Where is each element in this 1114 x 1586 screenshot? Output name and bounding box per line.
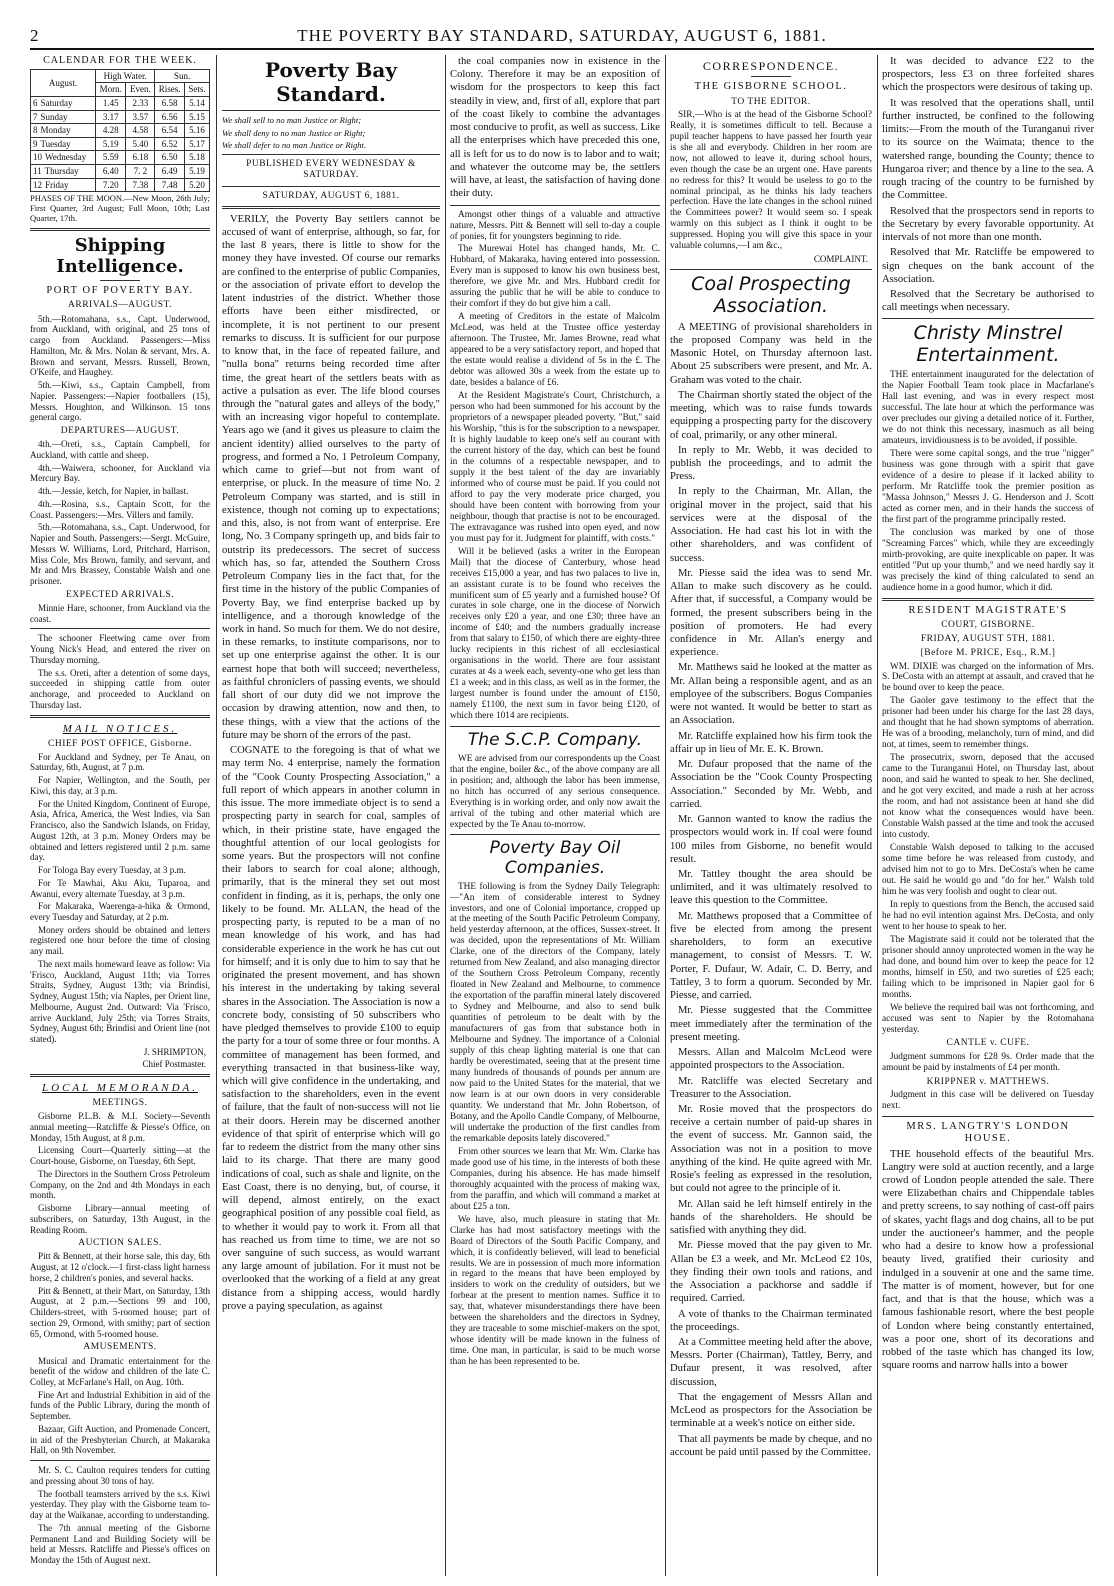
calendar-day xyxy=(31,178,96,192)
calendar-day xyxy=(31,137,96,151)
letter-signature: COMPLAINT. xyxy=(813,254,868,265)
calendar-morn: 5.59 xyxy=(96,151,126,165)
local-paragraph: Mr. S. C. Caulton requires tenders for cutting and pressing about 30 tons of hay. xyxy=(30,1465,210,1486)
calendar-day-number: 11 xyxy=(33,166,42,177)
post-office: CHIEF POST OFFICE, Gisborne. xyxy=(48,738,192,749)
divider xyxy=(100,280,140,281)
calendar-day xyxy=(31,97,96,111)
arrivals-list xyxy=(30,314,210,423)
arrival-item: 5th.—Rotomahana, s.s., Capt. Underwood, from Auckland, with original, and 25 tons of cargo from Auckland. Passengers:—Miss Hamilton, Mr. & Mrs. Nolan & servant, Mrs. A. Brown and servant, Messrs. Russell, Brown, O'Keife, and Haughey. xyxy=(30,313,210,378)
calendar-morn: 4.28 xyxy=(96,124,126,138)
resolution-paragraph: It was decided to advance £22 to the prospectors, less £3 on three forfeited shares which the prospectors were desirous of taking up. xyxy=(882,56,1094,94)
coal-paragraph: A vote of thanks to the Chairman terminated the proceedings. xyxy=(670,1308,872,1333)
christy-paragraph: There were some capital songs, and the true "nigger" business was gone through with a spirit that gave evidence of a desire to please if it lacked ability to perform. Mr Ratcliffe took the premier position as "Massa Johnson," Messrs J. G. Henderson and J. Scott acted as corner men, and in their hands the success of the first part of the programme principally rested. xyxy=(882,448,1094,525)
shipping-note: The schooner Fleetwing came over from Young Nick's Head, and entered the river on Thursday morning. xyxy=(30,633,210,665)
local-paragraph: The football teamsters arrived by the s.s. Kiwi yesterday. They play with the Gisborne team to-day at the Waikanae, according to understanding. xyxy=(30,1488,210,1521)
calendar-day-name: Friday xyxy=(45,179,69,190)
coal-paragraph: Mr. Tattley thought the area should be unlimited, and it was ultimately resolved to leave this question to the Committee. xyxy=(670,869,872,907)
calendar-rises: 7.48 xyxy=(155,178,185,192)
local-paragraph: The 7th annual meeting of the Gisborne Permanent Land and Building Society will be held at Messrs. Ratcliffe and Piesse's offices on Monday the 15th of August next. xyxy=(30,1522,210,1566)
motto-line: We shall sell to no man Justice or Right; xyxy=(222,115,362,126)
mail-notice: For Makaraka, Waerenga-a-hika & Ormond, every Tuesday and Saturday, at 2 p.m. xyxy=(30,901,210,922)
calendar-col-even: Even. xyxy=(126,83,155,97)
divider xyxy=(30,1074,210,1077)
calendar-row xyxy=(31,110,210,124)
scp-text: WE are advised from our correspondents up the Coast that the engine, boiler &c., of the above company are all in position; and, although the labor has been immense, no hitch has occurred of any serious consequence. Everything is in working order, and only now await the arrival of the tubing and other material which are expected by the Te Anau to-morrow. xyxy=(450,753,660,830)
coal-paragraph: In reply to Mr. Webb, it was decided to publish the proceedings, and to admit the Press. xyxy=(670,444,872,483)
editorial-paragraph: COGNATE to the foregoing is that of what we may term No. 4 enterprise, namely the formation of the "Cook County Prospecting Association," a full report of which appears in another column in this issue. The more immediate object is to send a prospecting party in search for coal, samples of which, in their pristine state, have engaged the thoughtful attention of our local geologists for some years. But the prospectors will not confine their labors to search for coal alone; although, primarily, that is the mineral they set out most confident in finding, as it is, perhaps, the only one likely to be found. Mr. ALLAN, the head of the prospecting party, is reputed to be a man of no mean knowledge of his work, and has had considerable experience in the work he has cut out for himself; and it is only due to him to say that he originated the present movement, and has shown his interest in the undertaking by taking several shares in the Association. The Association is now a concrete body, consisting of 50 subscribers who have pledged themselves to provide £100 to equip the party for a tour of some three or four months. A committee of management has been formed, and everything transacted in that business-like way, which will give confidence in the undertaking, and satisfaction to the shareholders, even in the event of failure, that the fault of non-success will not lie at their doors. Herein may be discerned another evidence of that spirit of enterprise which will go far to redeem the district from the many other sins laid to its charge. That there are many good indications of coal, such as shale and lignite, on the East Coast, there is no denying, but, of course, it will depend, almost entirely, on the exact geographical position of any possible coal field, as to whether it would pay to work it. From all that has reached us from time to time, we are not so over sanguine of such success, as would warrant any large amount of jubilation. For it must not be overlooked that the working of a field at any great distance from a shipping access, would hardly prove a paying speculation, as against xyxy=(222,745,440,1312)
christy-title: Christy Minstrel Entertainment. xyxy=(913,322,1063,367)
christy-paragraph: The conclusion was marked by one of those "Screaming Farces" which, while they are exceedingly mirth-provoking, are quite inexplicable on paper. It was entitled "Put up your thumb," and we need hardly say it was precisely the kind of thing calculated to send an audience home in a good humor, which it did. xyxy=(882,527,1094,593)
coal-paragraph: Mr. Allan said he left himself entirely in the hands of the shareholders. He should be satisfied with anything they did. xyxy=(670,1198,872,1237)
calendar-rises: 6.58 xyxy=(155,97,185,111)
column-2 xyxy=(222,55,440,1576)
calendar-morn: 6.40 xyxy=(96,165,126,179)
langtry-title: MRS. LANGTRY'S LONDON HOUSE. xyxy=(906,1120,1070,1145)
editorial-title: Poverty Bay Standard. xyxy=(264,58,398,106)
calendar-sets: 5.14 xyxy=(185,97,210,111)
calendar-rises: 6.54 xyxy=(155,124,185,138)
cantle-text: Judgment summons for £28 9s. Order made that the amount be paid by instalments of £4 per month. xyxy=(882,1051,1094,1073)
krippner-text: Judgment in this case will be delivered on Tuesday next. xyxy=(882,1089,1094,1111)
moon-phases: PHASES OF THE MOON.—New Moon, 26th July; First Quarter, 3rd August; Full Moon, 10th; Last Quarter, 17th. xyxy=(30,193,210,223)
mail-notice: For Tologa Bay every Tuesday, at 3 p.m. xyxy=(38,865,186,876)
amusement-item: Musical and Dramatic entertainment for the benefit of the widow and children of the late C. Colley, at McFarlane's Hall, on Aug. 10th. xyxy=(30,1355,210,1388)
column-1 xyxy=(30,55,210,1576)
calendar-day xyxy=(31,165,96,179)
calendar-even: 4.58 xyxy=(126,124,155,138)
coal-paragraph: In reply to the Chairman, Mr. Allan, the original mover in the project, said that his services were at the disposal of the Association. He had cast his lot in with the other shareholders, and was confident of success. xyxy=(670,486,872,564)
calendar-morn: 5.19 xyxy=(96,137,126,151)
calendar-day-name: Thursday xyxy=(44,166,79,177)
masthead: THE POVERTY BAY STANDARD, SATURDAY, AUGUST 6, 1881. xyxy=(297,26,827,45)
editorial-paragraph: the coal companies now in existence in the Colony. Therefore it may be an exposition of wisdom for the prospectors to keep this fact steadily in view, and, first of all, explore that part of the coast likely to combine the advantages most conducive to profit, as well as success. Like all the enterprises which have preceded this one, all is left for us to do now is to labor and to wait; and whatever the outcome may be, the settlers will have, at least, the satisfaction of having done their duty. xyxy=(450,56,660,200)
resolution-paragraph: Resolved that the prospectors send in reports to the Secretary by every favorable opportunity. At intervals of not more than one month. xyxy=(882,205,1094,244)
coal-paragraph: Mr. Piesse suggested that the Committee meet immediately after the termination of the present meeting. xyxy=(670,1005,872,1043)
calendar-sets: 5.16 xyxy=(185,124,210,138)
local-paragraphs xyxy=(30,1465,210,1566)
calendar-day-number: 6 xyxy=(33,98,38,109)
divider xyxy=(222,110,440,111)
coal-paragraph: Mr. Ratcliffe explained how his firm took the affair up in lieu of Mr. E. K. Brown. xyxy=(670,730,872,755)
calendar-title: CALENDAR FOR THE WEEK. xyxy=(43,55,197,66)
motto-line: We shall deny to no man Justice or Right; xyxy=(222,127,366,138)
expected-heading: EXPECTED ARRIVALS. xyxy=(65,589,175,600)
arrivals-heading: ARRIVALS—AUGUST. xyxy=(68,300,172,311)
rm-text xyxy=(882,662,1094,1036)
calendar-even: 7.38 xyxy=(126,178,155,192)
calendar-table xyxy=(30,69,210,192)
editorial-text xyxy=(222,213,440,1313)
departure-item: 5th.—Rotomahana, s.s., Capt. Underwood, for Napier and South. Passengers:—Sergt. McGuire, Messrs W. Williams, Lord, Pritchard, Harrison, Miss Cole, Mrs Brown, family, and servant, and Mr and Mrs Brassey, Constable Walsh and one prisoner. xyxy=(30,522,210,586)
calendar-even: 2.33 xyxy=(126,97,155,111)
calendar-sets: 5.20 xyxy=(185,178,210,192)
calendar-sets: 5.17 xyxy=(185,137,210,151)
rm-before: [Before M. PRICE, Esq., R.M.] xyxy=(920,648,1056,659)
meeting-item: Gisborne P.L.B. & M.I. Society—Seventh annual meeting—Ratcliffe & Piesse's Office, on Monday, 15th August, at 8 p.m. xyxy=(30,1111,210,1143)
departures-list xyxy=(30,439,210,587)
calendar-day-number: 9 xyxy=(33,138,38,149)
coal-paragraph: Mr. Rosie moved that the prospectors do receive a certain number of paid-up shares in the event of success. Mr. Gannon said, the Association was not in a position to move anything of the kind. He quite agreed with Mr. Rosie's feeling as expressed in the resolution, but could not agree to the principle of it. xyxy=(670,1103,872,1195)
calendar-body xyxy=(31,97,210,192)
mail-notice: For Napier, Wellington, and the South, per Kiwi, this day, at 3 p.m. xyxy=(30,775,210,796)
column-5 xyxy=(882,55,1094,1576)
calendar-even: 3.57 xyxy=(126,110,155,124)
auction-item: Pitt & Bennett, at their Mart, on Saturday, 13th August, at 2 p.m.—Sections 99 and 100, Childers-street, with 5-roomed house; part of section 29, Ormond, with smithy; part of section 65, Ormond, with 5-roomed house. xyxy=(30,1285,210,1339)
departures-heading: DEPARTURES—AUGUST. xyxy=(60,425,180,436)
page-number: 2 xyxy=(30,26,39,45)
calendar-row xyxy=(31,97,210,111)
news-item: The Murewai Hotel has changed hands, Mr. C. Hubbard, of Makaraka, having entered into possession. Every man is supposed to know his own business best, therefore, we give Mr. and Mrs. Hubbard credit for assuring the public that he will be able to conduce to their comfort if they do but give him a call. xyxy=(450,244,660,310)
divider xyxy=(30,628,210,629)
oil-paragraph: We have, also, much pleasure in stating that Mr. Clarke has had most satisfactory meetings with the Board of Directors of the South Pacific Company, and which, it is confidently believed, will lead to beneficial results. We are in possession of much more information in regard to the means that have been employed by insiders to work on the credulity of outsiders, but we forbear at the present to mention names. Suffice it to say, that, whatever misunderstandings there have been between the shareholders and the directors in Sydney, they are traceable to some mischief-makers on the spot, whose identity will be made known in the fulness of time. One man, in particular, is said to be much worse than he has been represented to be. xyxy=(450,1214,660,1368)
calendar-col-high-water: High Water. xyxy=(96,69,155,83)
departure-item: 4th.—Oreti, s.s., Captain Campbell, for Auckland, with cattle and sheep. xyxy=(30,439,210,460)
rm-paragraph: The prosecutrix, sworn, deposed that the accused came to the Turanganui Hotel, on Thursday last, about noon, and said he wanted to speak to her. She declined, and he got very excited, and made a rush at her across the room, and had not assistance been at hand she did not know what the consequences would have been. Constable Walsh passed at the time and took the accused into custody. xyxy=(882,753,1094,841)
column-divider xyxy=(445,55,446,1576)
news-item: A meeting of Creditors in the estate of Malcolm McLeod, was held at the Trustee office yesterday afternoon. The Trustee, Mr. James Browne, read what appeared to be a very satisfactory report, and hoped that the estate would realise a dividend of 5s in the £. The debtor was allowed 30s a week from the estate up to date, besides a balance of £6. xyxy=(450,312,660,389)
coal-title: Coal Prospecting Association. xyxy=(691,272,851,317)
meeting-item: The Directors in the Southern Cross Petroleum Company, on the 2nd and 4th Mondays in each month. xyxy=(30,1168,210,1201)
coal-paragraph: Mr. Gannon wanted to know the radius the prospectors would work in. If coal were found 100 miles from Gisborne, no benefit would result. xyxy=(670,814,872,865)
column-divider xyxy=(877,55,878,1576)
editorial-continued xyxy=(450,55,660,201)
coal-meeting-report xyxy=(670,321,872,1459)
coal-paragraph: At a Committee meeting held after the above, Messrs. Porter (Chairman), Tattley, Berry, and Dufaur present, it was resolved, after discussion, xyxy=(670,1336,872,1388)
calendar-even: 7. 2 xyxy=(126,165,155,179)
calendar-col-sun: Sun. xyxy=(155,69,210,83)
rm-paragraph: The Gaoler gave testimony to the effect that the prisoner had been under his charge for the last 28 days, and thought that he had shown symptoms of aberration. He was of a brooding, melancholy, turn of mind, and did not, at times, seem to remember things. xyxy=(882,696,1094,751)
amusements-list xyxy=(30,1356,210,1457)
rm-paragraph: In reply to questions from the Bench, the accused said he had no evil intention against Mrs. DeCosta, and only went to her house to speak to her. xyxy=(882,899,1094,932)
local-title: LOCAL MEMORANDA. xyxy=(42,1082,198,1095)
calendar-day-name: Sunday xyxy=(40,111,68,122)
calendar-rises: 6.49 xyxy=(155,165,185,179)
rm-title: RESIDENT MAGISTRATE'S xyxy=(908,604,1068,616)
news-item: Will it be believed (asks a writer in the European Mail) that the diocese of Canterbury, whose head receives £15,000 a year, and has two palaces to live in, an assistant curate is to be found who receives the munificent sum of £5 yearly and a furnished house? Of curates in sole charge, one in the diocese of Norwich receives only £20 a year, and one £30; three have an income of £40; and the numbers gradually increase from that salary to £150, of which there are eighty-three lucky recipients in this richest of all ecclesiastical organisations in the world. There are four assistant curates at 4s a week each, seventy-one who get less than £1 a week; and in this class, as well as in the former, the largest number is found under the amount of £150, namely £1100, the next sum in favor being £120, of which there 1014 are recipients. xyxy=(450,546,660,722)
divider xyxy=(882,598,1094,601)
calendar-row xyxy=(31,124,210,138)
coal-paragraph: Mr. Matthews said he looked at the matter as Mr. Allan being a responsible agent, and as an employee of the subscribers. Bogus Companies were not wanted. It would be better to start as an Association. xyxy=(670,662,872,727)
port-title: PORT OF POVERTY BAY. xyxy=(46,285,194,297)
divider xyxy=(30,228,210,231)
calendar-row xyxy=(31,137,210,151)
resolution-paragraph: Resolved that the Secretary be authorised to call meetings when necessary. xyxy=(882,288,1094,314)
coal-paragraph: Mr. Piesse moved that the pay given to Mr. Allan be £3 a week, and Mr. McLeod £2 10s, they finding their own tools and rations, and the Association a packhorse and saddle if required. Carried. xyxy=(670,1240,872,1305)
divider xyxy=(222,206,440,209)
coal-paragraph: Mr. Ratcliffe was elected Secretary and Treasurer to the Association. xyxy=(670,1075,872,1100)
divider xyxy=(450,834,660,835)
christy-text xyxy=(882,370,1094,593)
oil-text xyxy=(450,882,660,1369)
calendar-col-rises: Rises. xyxy=(155,83,185,97)
arrival-item: 5th.—Kiwi, s.s., Captain Campbell, from Napier. Passengers:—Napier footballers (15), Messrs. Houghton, and Wilkinson. 15 tons general cargo. xyxy=(30,380,210,423)
published-line: PUBLISHED EVERY WEDNESDAY & SATURDAY. xyxy=(246,159,416,181)
coal-paragraph: Mr. Matthews proposed that a Committee of five be elected from among the present shareholders, to form an executive management, to consist of Messrs. T. W. Porter, F. Dufaur, W. Adair, C. D. Berry, and Tattley, 3 to form a quorum. Seconded by Mr. Piesse, and carried. xyxy=(670,910,872,1002)
calendar-rises: 6.56 xyxy=(155,110,185,124)
scp-title: The S.C.P. Company. xyxy=(467,730,643,751)
to-editor: TO THE EDITOR. xyxy=(731,96,811,107)
coal-paragraph: The Chairman shortly stated the object of the meeting, which was to raise funds towards equipping a prospecting party for the discovery of coal, primarily, or any other mineral. xyxy=(670,389,872,441)
motto-line: We shall defer to no man Justice or Right. xyxy=(222,139,367,150)
calendar-even: 6.18 xyxy=(126,151,155,165)
divider xyxy=(30,715,210,718)
rm-paragraph: The Magistrate said it could not be tolerated that the prisoner should annoy unprotected women in the way he had done, and bound him over to keep the peace for 12 months, himself in £50, and two sureties of £25 each; failing which to be imprisoned in Napier gaol for 6 months. xyxy=(882,934,1094,1000)
amusements-heading: AMUSEMENTS. xyxy=(83,1342,157,1353)
auctions-list xyxy=(30,1251,210,1339)
calendar-day-name: Wednesday xyxy=(45,152,87,163)
meeting-item: Gisborne Library—annual meeting of subscribers, on Saturday, 13th August, in the Reading Room. xyxy=(30,1203,210,1235)
calendar-day-number: 8 xyxy=(33,125,38,136)
shipping-notes xyxy=(30,633,210,710)
calendar-even: 5.40 xyxy=(126,137,155,151)
mail-title: MAIL NOTICES. xyxy=(62,722,178,735)
header-rule xyxy=(30,48,1094,50)
calendar-col-sets: Sets. xyxy=(185,83,210,97)
calendar-day xyxy=(31,151,96,165)
column-divider xyxy=(216,55,217,1576)
news-items xyxy=(450,210,660,723)
resolution-paragraph: It was resolved that the operations shall, until further instructed, be confined to the following limits:—From the mouth of the Turanganui river to its source on the Waimata; thence to the watershed range, bounding the County; thence to Hungaroa river; and thence by a line to the sea. A rough tracing of the country to be furnished by the Committee. xyxy=(882,97,1094,202)
calendar-day-number: 10 xyxy=(33,152,42,163)
column-3 xyxy=(450,55,660,1576)
mail-notice: Money orders should be obtained and letters registered one hour before the time of closing any mail. xyxy=(30,924,210,957)
calendar-rises: 6.50 xyxy=(155,151,185,165)
rm-paragraph: Constable Walsh deposed to talking to the accused some time before he was released from custody, and advised him not to go to Mrs. DeCosta's when he came out. He said he would go and "do for her." Walsh told him he was very foolish and ought to clear out. xyxy=(882,843,1094,897)
krippner-heading: KRIPPNER v. MATTHEWS. xyxy=(926,1076,1050,1087)
school-title: THE GISBORNE SCHOOL. xyxy=(694,81,848,93)
calendar-sets: 5.15 xyxy=(185,110,210,124)
coal-report-continued xyxy=(882,55,1094,314)
mail-notice: For Te Mawhai, Aku Aku, Tuparoa, and Awanui, every alternate Tuesday, at 3 p.m. xyxy=(30,877,210,899)
calendar-day-name: Tuesday xyxy=(40,138,71,149)
meeting-item: Licensing Court—Quarterly sitting—at the Court-house, Gisborne, on Tuesday, 6th Sept. xyxy=(30,1145,210,1167)
calendar-morn: 7.20 xyxy=(96,178,126,192)
mail-notice: The next mails homeward leave as follow: Via 'Frisco, Auckland, August 11th; via Torres Straits, Sydney, August 13th; via Brindisi, Sydney, August 15th; via Naples, per Orient line, Melbourne, August 2nd. Outward: Via 'Frisco, arrive Auckland, July 25th; via Torres Straits, Sydney, August 6th; Brindisi and Orient line (not stated). xyxy=(30,958,210,1045)
editorial-paragraph: VERILY, the Poverty Bay settlers cannot be accused of want of enterprise, although, so far, for the last 8 years, there is little to show for the money they have invested. Of course our remarks are confined to the enterprise of public Companies, or the association of private effort to develop the latent industries of the district. Whether those efforts have been either misdirected, or incomplete, it is not pertinent to our present remarks to discuss. It is sufficient for our purpose to know that, in the face of repeated failure, and "nulla bona" returns being recorded time after time, the great heart of the settlers beats with as active a pulsation as ever. The life blood courses through the "natural gates and alleys of the body," with an increasing vigor hopeful to contemplate. Years ago we (and it gives us pleasure to claim the ancient identity) allied ourselves to the party of progress, and formed a No. 1 Petroleum Company, which came to grief—but not from want of enterprise, or pluck. In the measure of time No. 2 Petroleum Company was started, and is still in existence, though not coming up to expectations; and this, also, is not from want of enterprise. Ere long, No. 3 Company springeth up, and bids fair to outstrip its predecessors. The secret of success which has, so far, attended the Southern Cross Petroleum Company lies in the fact that, for the first time in the history of the public Companies of Poverty Bay, we find enterprise backed up by intelligence, and a thorough knowledge of the work in hand. So much for them. We do not desire, in these remarks, to institute comparisons, nor to set up one enterprise against the other. It is our earnest hope that both will succeed; nevertheless, as faithful chroniclers of passing events, we should fall short of our duty did we not improve the occasion by drawing attention, now and then, to these things, with a view that the actions of the future may be shorn of the errors of the past. xyxy=(222,213,440,741)
departure-item: 4th.—Rosina, s.s., Captain Scott, for the Coast. Passengers:—Mrs. Villers and family. xyxy=(30,498,210,520)
divider xyxy=(882,1116,1094,1117)
calendar-morn: 3.17 xyxy=(96,110,126,124)
divider xyxy=(222,154,440,155)
divider xyxy=(450,726,660,727)
calendar-morn: 1.45 xyxy=(96,97,126,111)
coal-paragraph: Mr. Piesse said the idea was to send Mr. Allan to make such discovery as he could. After that, if successful, a Company would be formed, the present subscribers being in the position of promoters. He had every confidence in Mr. Allan's energy and experience. xyxy=(670,567,872,659)
calendar-row xyxy=(31,178,210,192)
cantle-heading: CANTLE v. CUFE. xyxy=(946,1038,1030,1049)
calendar-sets: 5.18 xyxy=(185,151,210,165)
coal-paragraph: Messrs. Allan and Malcolm McLeod were appointed prospectors to the Association. xyxy=(670,1047,872,1072)
rm-paragraph: We believe the required bail was not forthcoming, and accused was sent to Napier by the Rotomahana yesterday. xyxy=(882,1002,1094,1035)
amusement-item: Fine Art and Industrial Exhibition in aid of the funds of the Public Library, during the month of September. xyxy=(30,1389,210,1422)
coal-paragraph: A MEETING of provisional shareholders in the proposed Company was held in the Masonic Hotel, on Thursday afternoon last. About 25 subscribers were present, and Mr. A. Graham was voted to the chair. xyxy=(670,321,872,386)
calendar-day-number: 7 xyxy=(33,111,38,122)
amusement-item: Bazaar, Gift Auction, and Promenade Concert, in aid of the Presbyterian Church, at Makaraka Hall, on 9th November. xyxy=(30,1423,210,1456)
calendar-row xyxy=(31,165,210,179)
calendar-sets: 5.19 xyxy=(185,165,210,179)
shipping-title: Shipping Intelligence. xyxy=(56,234,184,277)
divider xyxy=(222,186,440,187)
rm-date: FRIDAY, AUGUST 5TH, 1881. xyxy=(920,634,1056,645)
calendar-rises: 6.52 xyxy=(155,137,185,151)
calendar-day-name: Saturday xyxy=(40,98,73,109)
calendar-day-name: Monday xyxy=(40,125,71,136)
postmaster-name: J. SHRIMPTON, xyxy=(143,1046,206,1057)
calendar-col-august: August. xyxy=(31,69,96,96)
meetings-list xyxy=(30,1111,210,1235)
calendar-day xyxy=(31,110,96,124)
meetings-heading: MEETINGS. xyxy=(92,1097,148,1108)
postmaster-title: Chief Postmaster. xyxy=(142,1059,206,1070)
news-item: At the Resident Magistrate's Court, Christchurch, a person who had been summoned for his account by the proprietors of a newspaper pleaded poverty. "But," said his Worship, "this is for the subscription to a newspaper. It is highly laudable to keep one's self au courant with the current history of the day, which can best be found in the columns of a respectable newspaper, and to supply it the best talent of the day are invariably informed who of course must be paid. If you could not afford to pay the very moderate price charged, you should have been content with borrowing from your neighbour, though that practise is not to be encouraged. The extravagance was rushed into open eyed, and now you must pay for it. Judgment for plaintiff, with costs." xyxy=(450,391,660,544)
editorial-dateline: SATURDAY, AUGUST 6, 1881. xyxy=(262,190,400,201)
school-letter: SIR,—Who is at the head of the Gisborne School? Really, it is sometimes difficult to tell. Because a pupil teacher happens to have passed her fourth year is she all and everybody. Children in her room are now, not allowed to leave it, during school hours, even though the case be an urgent one. Have parents no redress for this? It would be useless to go to the nominal principal, as he thinks his lady teachers perfection. Have the late changes in the school ruined the Committees power? It would seem so. I speak warmly on this subject as I think it ought to be suppressed. Hoping you will give this space in your valuable columns,—I am &c., xyxy=(670,109,872,252)
rm-paragraph: WM. DIXIE was charged on the information of Mrs. S. DeCosta with an attempt at assault, and craved that he be bound over to keep the peace. xyxy=(882,661,1094,694)
coal-paragraph: That all payments be made by cheque, and no account be paid until passed by the Committee. xyxy=(670,1433,872,1458)
rm-subtitle: COURT, GISBORNE. xyxy=(941,619,1035,630)
shipping-note: The s.s. Oreti, after a detention of some days, succeeded in shipping cattle from outer anchorage, and proceeded to Auckland on Thursday last. xyxy=(30,667,210,710)
divider xyxy=(882,318,1094,319)
auction-heading: AUCTION SALES. xyxy=(78,1238,162,1249)
column-4 xyxy=(670,55,872,1576)
oil-paragraph: THE following is from the Sydney Daily Telegraph:—"An item of considerable interest to Sydney investors, and one of Colonial importance, cropped up at the meeting of the South Pacific Petroleum Company, held yesterday afternoon, at the offices, Sussex-street. It was decided, upon the representations of Mr. William Clarke, one of the directors of the Company, lately returned from New Zealand, and also managing director of the Southern Cross Petroleum Company, recently floated in New Zealand and Melbourne, to commence the exportation of the paraffin mineral lately discovered to Sydney and Melbourne, and also to send bulk quantities of petroleum to be dealt with by the manufacturers of gas from that substance both in Melbourne and Sydney. The importance of a Colonial supply of this cheap lighting material is one that can hardly be overestimated, seeing that at the present time many hundreds of thousands of pounds per annum are now paid to the United States for the material, that we now learn is at our own doors in very considerable quantity. We understand that Mr. John Robertson, of Botany, and the Apollo Candle Company, of Melbourne, will undertake the production of the first candles from the remarkable deposits lately discovered." xyxy=(450,881,660,1144)
resolution-paragraph: Resolved that Mr. Ratcliffe be empowered to sign cheques on the bank account of the Association. xyxy=(882,247,1094,285)
coal-paragraph: Mr. Dufaur proposed that the name of the Association be the "Cook County Prospecting Association." Seconded by Mr. Webb, and carried. xyxy=(670,759,872,810)
oil-paragraph: From other sources we learn that Mr. Wm. Clarke has made good use of his time, in the interests of both these Companies, during his absence. He has made himself thoroughly acquainted with the process of making wax, from the paraffin, and which will command a market at about £25 a ton. xyxy=(450,1146,660,1212)
calendar-day xyxy=(31,124,96,138)
correspondence-title: CORRESPONDENCE. xyxy=(702,59,840,73)
calendar-day-number: 12 xyxy=(33,179,42,190)
divider xyxy=(450,205,660,206)
oil-title: Poverty Bay Oil Companies. xyxy=(489,838,621,879)
news-item: Amongst other things of a valuable and attractive nature, Messrs. Pitt & Bennett will sell to-day a couple of ponies, fit for youngsters beginning to ride. xyxy=(450,209,660,242)
column-divider xyxy=(665,55,666,1576)
mail-notice: For the United Kingdom, Continent of Europe, Asia, Africa, America, the West Indies, via San Francisco, also the Sandwich Islands, on Friday, August 12th, at 3 p.m. Money Orders may be obtained and letters registered until 2 p.m. same day. xyxy=(30,798,210,863)
divider xyxy=(670,269,872,270)
calendar-col-morn: Morn. xyxy=(96,83,126,97)
expected-text: Minnie Hare, schooner, from Auckland via the coast. xyxy=(30,602,210,624)
divider xyxy=(30,1460,210,1461)
page-header xyxy=(30,26,1094,44)
coal-paragraph: That the engagement of Messrs Allan and McLeod as prospectors for the Association be terminable at a week's notice on either side. xyxy=(670,1391,872,1430)
christy-paragraph: THE entertainment inaugurated for the delectation of the Napier Football Team took place in Macfarlane's Hall last evening, and was in every respect most successful. The late hour at which the performance was over precludes our giving a detailed notice of it. Further, we do not think this necessary, inasmuch as all being amateurs, invidiousness is to be avoided, if possible. xyxy=(882,370,1094,446)
calendar-row xyxy=(31,151,210,165)
mail-notice: For Auckland and Sydney, per Te Anau, on Saturday, 6th, August, at 7 p.m. xyxy=(30,751,210,773)
departure-item: 4th.—Waiwera, schooner, for Auckland via Mercury Bay. xyxy=(30,462,210,484)
langtry-text: THE household effects of the beautiful Mrs. Langtry were sold at auction recently, and a large crowd of London people attended the sale. There were Elizabethan chairs and Chippendale tables and pretty screens, to say nothing of cast-off pairs of skates, yacht flags and dog chains, all to be put under the auctioneer's hammer, and the people who had a desire to know how a professional beauty lived, gratified their curiosity and indulged in a souvenir at one and the same time. The matter is of moment, however, but for one fact, and that is that the house, which was a famous fashionable resort, where the best people of London where being constantly entertained, was a poor one, short of its decorations and robbed of the taste which has changed its low, square rooms and narrow halls into a bower xyxy=(882,1148,1094,1372)
departure-item: 4th.—Jessie, ketch, for Napier, in ballast. xyxy=(38,486,189,497)
editorial-motto xyxy=(222,115,440,150)
mail-notices xyxy=(30,752,210,1045)
divider xyxy=(751,76,791,77)
auction-item: Pitt & Bennett, at their horse sale, this day, 6th August, at 12 o'clock.—1 first-class light harness horse, 2 children's ponies, and several hacks. xyxy=(30,1251,210,1283)
